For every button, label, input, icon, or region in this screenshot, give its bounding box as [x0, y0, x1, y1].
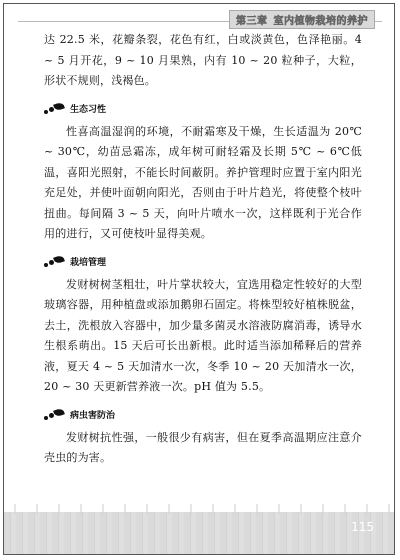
section-text-pests: 发财树抗性强，一般很少有病害，但在夏季高温期应注意介壳虫的为害。: [44, 430, 362, 464]
page-number: 115: [351, 520, 374, 534]
section-title: 病虫害防治: [70, 411, 116, 421]
section-heading-pests: [44, 408, 362, 422]
section-heading-cultivation: [44, 255, 362, 269]
intro-paragraph: 达 22.5 米，花瓣条裂，花色有红，白或淡黄色，色泽艳丽。4 ~ 5 月开花，9 ~ 10 月果熟，内有 10 ~ 20 粒种子，大粒，形状不规则，浅褐色。: [44, 33, 362, 87]
footer-decoration: [4, 512, 394, 554]
section-heading-ecology: [44, 102, 362, 116]
section-text-ecology: 性喜高温湿润的环境，不耐霜寒及干燥，生长适温为 20℃ ~ 30℃，幼苗忌霜冻，成年树可耐轻霜及长期 5℃ ~ 6℃低温，喜阳光照射，不能长时间蔽阴。养护管理时应置于室内阳光充足处，并使叶面朝向阳光，否则由于叶片趋光，将使整个枝叶扭曲。每间隔 3 ~ 5 天，向叶片喷水一次，这样既利于光合作用的进行，又可使枝叶显得美观。: [44, 124, 362, 240]
leaf-bullet-icon: [44, 408, 66, 422]
leaf-bullet-icon: [44, 255, 66, 269]
section-title: 栽培管理: [70, 258, 107, 268]
leaf-bullet-icon: [44, 102, 66, 116]
section-title: 生态习性: [70, 105, 107, 115]
page-body: [44, 30, 362, 469]
section-text-cultivation: 发财树树茎粗壮，叶片掌状较大，宜选用稳定性较好的大型玻璃容器，用种植盘或添加鹅卵石固定。将株型较好植株脱盆，去土，洗根放入容器中，加少量多菌灵水溶液防腐消毒，诱导水生根系萌出。15 天后可长出新根。此时适当添加稀释后的营养液，夏天 4 ~ 5 天加清水一次，冬季 10 ~ 20 天加清水一次，20 ~ 30 天更新营养液一次。pH 值为 5.5。: [44, 277, 362, 393]
chapter-label: 第三章: [236, 16, 268, 27]
chapter-title: 室内植物栽培的养护: [273, 16, 368, 27]
running-header: [229, 10, 375, 29]
